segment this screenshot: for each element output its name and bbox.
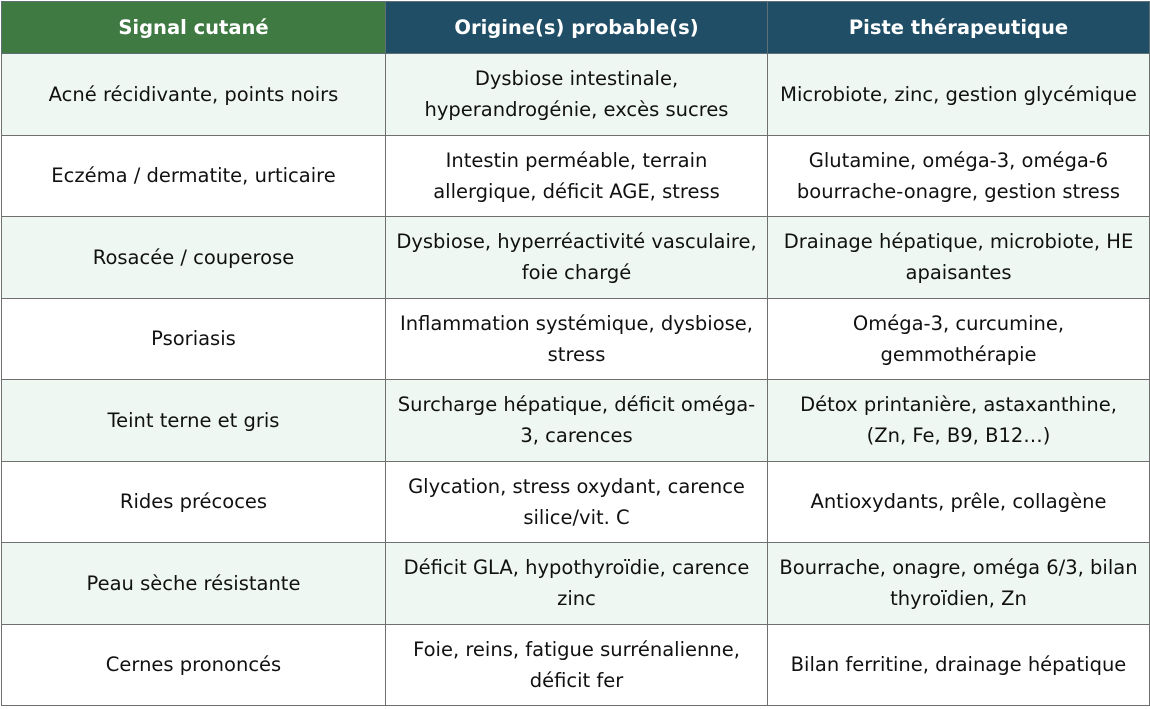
- cell-piste: Bourrache, onagre, oméga 6/3, bilan thyroïdien, Zn: [768, 543, 1150, 625]
- cell-origine: Foie, reins, fatigue surrénalienne, déficit fer: [386, 624, 768, 706]
- header-piste-therapeutique: Piste thérapeutique: [768, 2, 1150, 54]
- table-row: [2, 543, 1150, 625]
- table-row: [2, 217, 1150, 299]
- cell-origine: Intestin perméable, terrain allergique, déficit AGE, stress: [386, 135, 768, 217]
- cell-signal: Eczéma / dermatite, urticaire: [2, 135, 386, 217]
- table-row: [2, 54, 1150, 136]
- cell-origine: Dysbiose intestinale, hyperandrogénie, excès sucres: [386, 54, 768, 136]
- table-row: [2, 624, 1150, 706]
- header-signal-cutane: Signal cutané: [2, 2, 386, 54]
- cell-piste: Bilan ferritine, drainage hépatique: [768, 624, 1150, 706]
- cell-origine: Glycation, stress oxydant, carence silice/vit. C: [386, 461, 768, 543]
- cell-piste: Microbiote, zinc, gestion glycémique: [768, 54, 1150, 136]
- cell-signal: Teint terne et gris: [2, 380, 386, 462]
- cell-piste: Antioxydants, prêle, collagène: [768, 461, 1150, 543]
- cell-origine: Surcharge hépatique, déficit oméga-3, carences: [386, 380, 768, 462]
- cell-origine: Dysbiose, hyperréactivité vasculaire, foie chargé: [386, 217, 768, 299]
- cell-signal: Rides précoces: [2, 461, 386, 543]
- cell-origine: Déficit GLA, hypothyroïdie, carence zinc: [386, 543, 768, 625]
- skin-signals-table: [1, 1, 1150, 706]
- table-row: [2, 461, 1150, 543]
- cell-piste: Glutamine, oméga-3, oméga-6 bourrache-onagre, gestion stress: [768, 135, 1150, 217]
- signals-table-container: [1, 1, 1149, 706]
- cell-signal: Peau sèche résistante: [2, 543, 386, 625]
- header-row: [2, 2, 1150, 54]
- cell-piste: Drainage hépatique, microbiote, HE apaisantes: [768, 217, 1150, 299]
- header-origines-probables: Origine(s) probable(s): [386, 2, 768, 54]
- cell-signal: Acné récidivante, points noirs: [2, 54, 386, 136]
- table-row: [2, 380, 1150, 462]
- cell-piste: Détox printanière, astaxanthine, (Zn, Fe, B9, B12…): [768, 380, 1150, 462]
- table-body: [2, 54, 1150, 706]
- table-row: [2, 298, 1150, 380]
- cell-origine: Inflammation systémique, dysbiose, stress: [386, 298, 768, 380]
- table-row: [2, 135, 1150, 217]
- cell-signal: Cernes prononcés: [2, 624, 386, 706]
- cell-signal: Psoriasis: [2, 298, 386, 380]
- cell-signal: Rosacée / couperose: [2, 217, 386, 299]
- table-header: [2, 2, 1150, 54]
- cell-piste: Oméga-3, curcumine, gemmothérapie: [768, 298, 1150, 380]
